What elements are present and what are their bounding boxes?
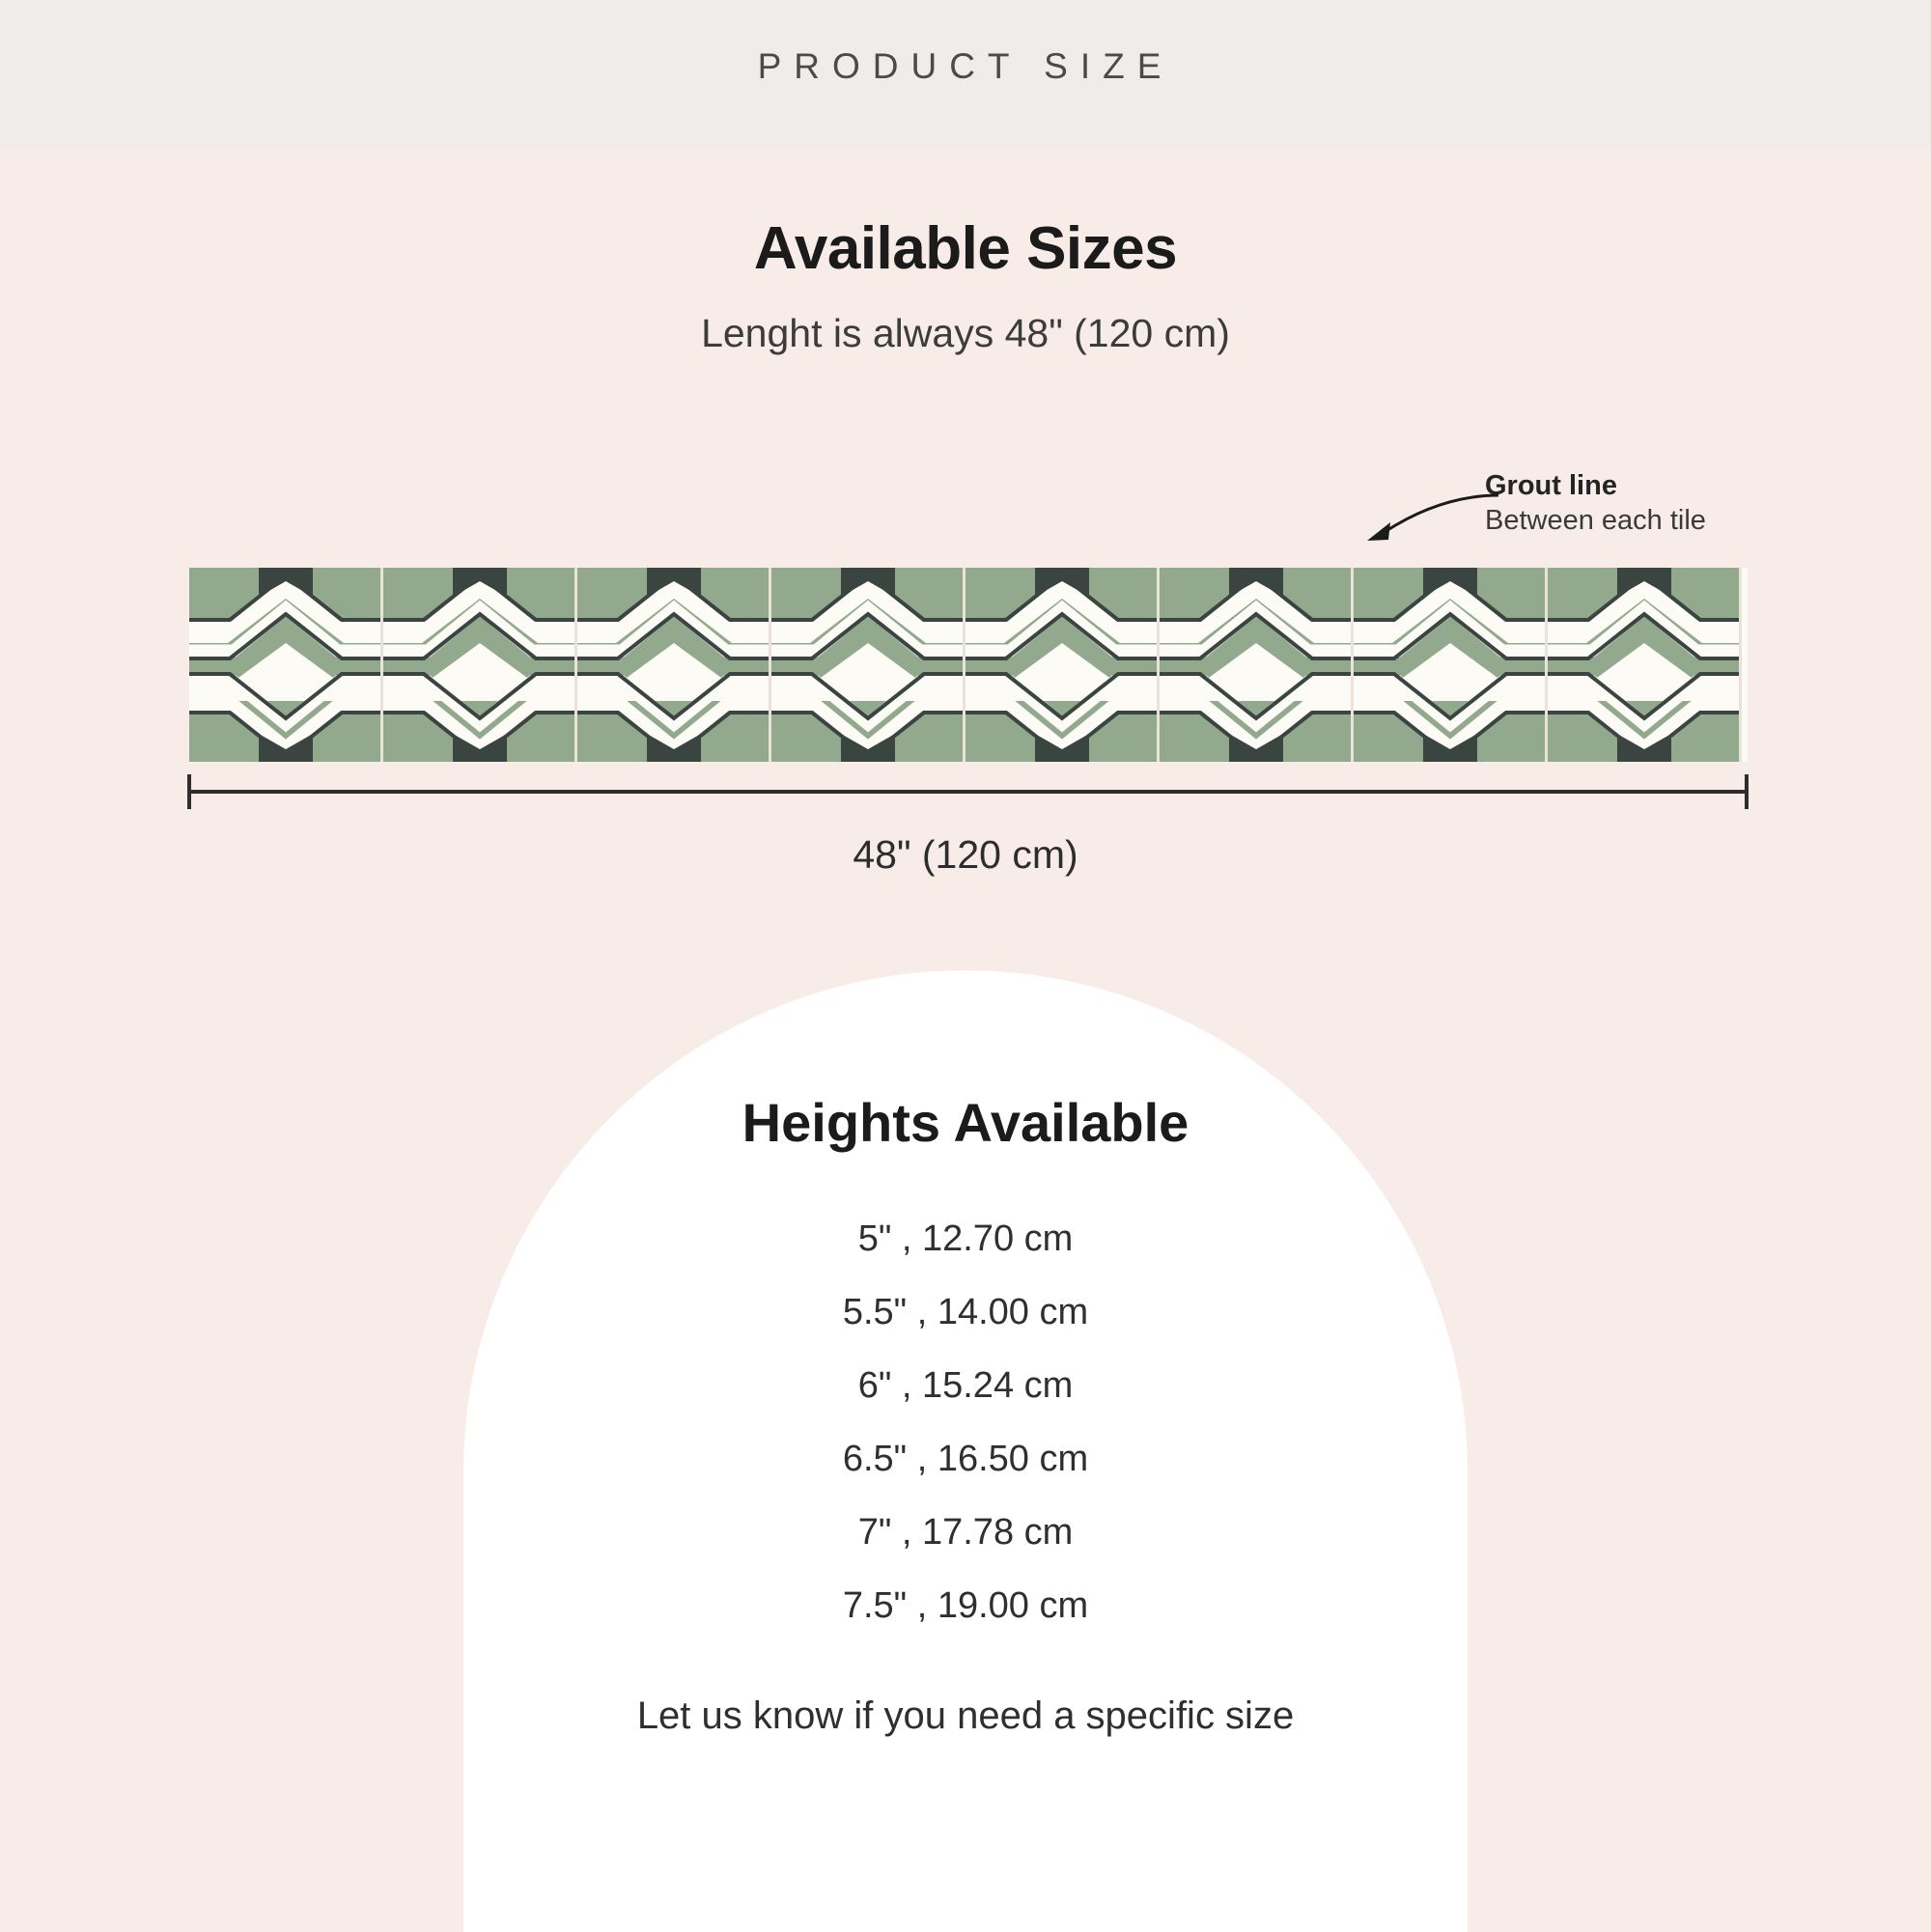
tile-pattern-svg — [189, 568, 1748, 762]
eyebrow-title: PRODUCT SIZE — [757, 46, 1174, 86]
grout-annotation — [1485, 468, 1890, 540]
page-subtitle: Lenght is always 48" (120 cm) — [701, 311, 1230, 355]
list-item: 5" , 12.70 cm — [857, 1218, 1074, 1259]
arrow-icon — [1356, 488, 1500, 565]
list-item: 7" , 17.78 cm — [857, 1512, 1074, 1553]
grout-annotation-title: Grout line — [1485, 470, 1617, 501]
list-item: 5.5" , 14.00 cm — [842, 1292, 1089, 1332]
list-item: 7.5" , 19.00 cm — [842, 1585, 1089, 1626]
tile-pattern-preview — [189, 568, 1748, 762]
heights-title: Heights Available — [742, 1092, 1189, 1153]
dimension-label: 48" (120 cm) — [853, 832, 1078, 877]
heights-footnote: Let us know if you need a specific size — [636, 1694, 1295, 1737]
list-item: 6.5" , 16.50 cm — [842, 1439, 1089, 1479]
top-band — [0, 0, 1931, 147]
list-item: 6" , 15.24 cm — [857, 1365, 1074, 1406]
grout-annotation-subtitle: Between each tile — [1485, 505, 1706, 537]
dimension-line — [183, 772, 1752, 821]
page-title: Available Sizes — [753, 215, 1178, 282]
heights-list — [0, 1202, 1931, 1642]
